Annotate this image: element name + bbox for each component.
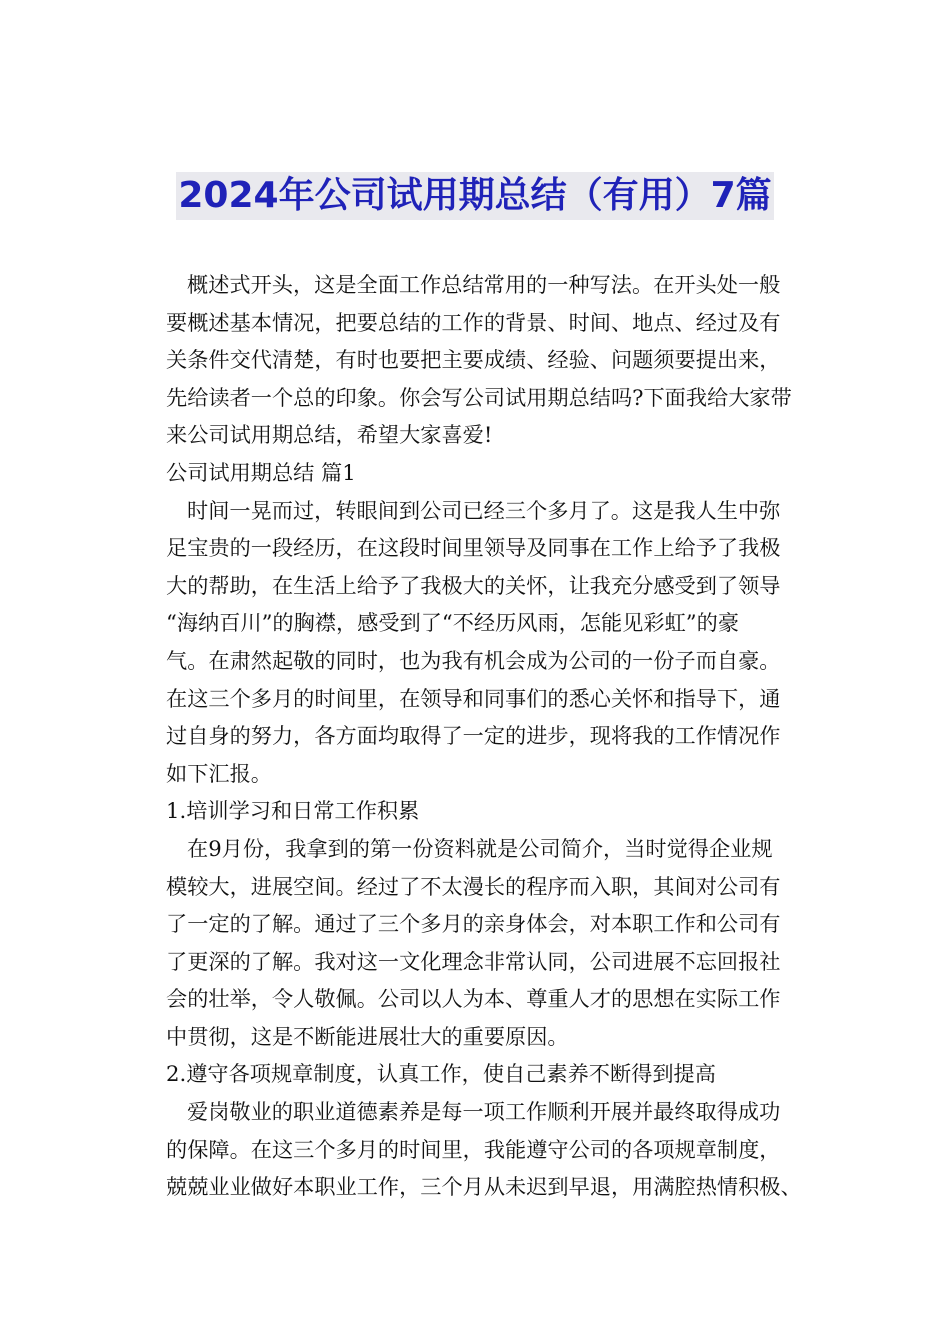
- title-container: [0, 172, 950, 220]
- text-line: 中贯彻，这是不断能进展壮大的重要原因。: [166, 1023, 569, 1049]
- document-body: [145, 266, 820, 1206]
- text-line: 先给读者一个总的印象。你会写公司试用期总结吗?下面我给大家带: [166, 384, 792, 410]
- text-line: 模较大，进展空间。经过了不太漫长的程序而入职，其间对公司有: [166, 873, 781, 899]
- text-line: 会的壮举，令人敬佩。公司以人为本、尊重人才的思想在实际工作: [166, 986, 781, 1012]
- section1-paragraph: [145, 492, 820, 793]
- sub2-paragraph: [145, 1093, 820, 1206]
- intro-paragraph: [145, 266, 820, 454]
- text-line: 如下汇报。: [166, 760, 272, 786]
- text-line: 过自身的努力，各方面均取得了一定的进步，现将我的工作情况作: [166, 723, 781, 749]
- text-line: 来公司试用期总结，希望大家喜爱!: [166, 422, 493, 448]
- subsection-heading: 2.遵守各项规章制度，认真工作，使自己素养不断得到提高: [166, 1061, 716, 1087]
- document-title: 2024年公司试用期总结（有用）7篇: [176, 172, 773, 220]
- text-line: 大的帮助，在生活上给予了我极大的关怀，让我充分感受到了领导: [166, 572, 781, 598]
- sub1-paragraph: [145, 830, 820, 1056]
- text-line: 关条件交代清楚，有时也要把主要成绩、经验、问题须要提出来，: [166, 347, 781, 373]
- text-line: 的保障。在这三个多月的时间里，我能遵守公司的各项规章制度，: [166, 1136, 781, 1162]
- text-line: 爱岗敬业的职业道德素养是每一项工作顺利开展并最终取得成功: [187, 1099, 781, 1125]
- text-line: 了更深的了解。我对这一文化理念非常认同，公司进展不忘回报社: [166, 948, 781, 974]
- text-line: 了一定的了解。通过了三个多月的亲身体会，对本职工作和公司有: [166, 911, 781, 937]
- text-line: 概述式开头，这是全面工作总结常用的一种写法。在开头处一般: [187, 272, 781, 297]
- text-line: 时间一晃而过，转眼间到公司已经三个多月了。这是我人生中弥: [187, 497, 781, 523]
- subsection-heading: 1.培训学习和日常工作积累: [166, 798, 420, 824]
- text-line: “海纳百川”的胸襟，感受到了“不经历风雨，怎能见彩虹”的豪: [166, 610, 740, 636]
- section-heading: 公司试用期总结 篇1: [166, 459, 356, 485]
- text-line: 要概述基本情况，把要总结的工作的背景、时间、地点、经过及有: [166, 309, 781, 335]
- text-line: 气。在肃然起敬的同时，也为我有机会成为公司的一份子而自豪。: [166, 647, 781, 673]
- text-line: 兢兢业业做好本职业工作，三个月从未迟到早退，用满腔热情积极、: [166, 1174, 802, 1200]
- text-line: 足宝贵的一段经历，在这段时间里领导及同事在工作上给予了我极: [166, 535, 781, 561]
- text-line: 在9月份，我拿到的第一份资料就是公司简介，当时觉得企业规: [187, 835, 773, 861]
- text-line: 在这三个多月的时间里，在领导和同事们的悉心关怀和指导下，通: [166, 685, 781, 711]
